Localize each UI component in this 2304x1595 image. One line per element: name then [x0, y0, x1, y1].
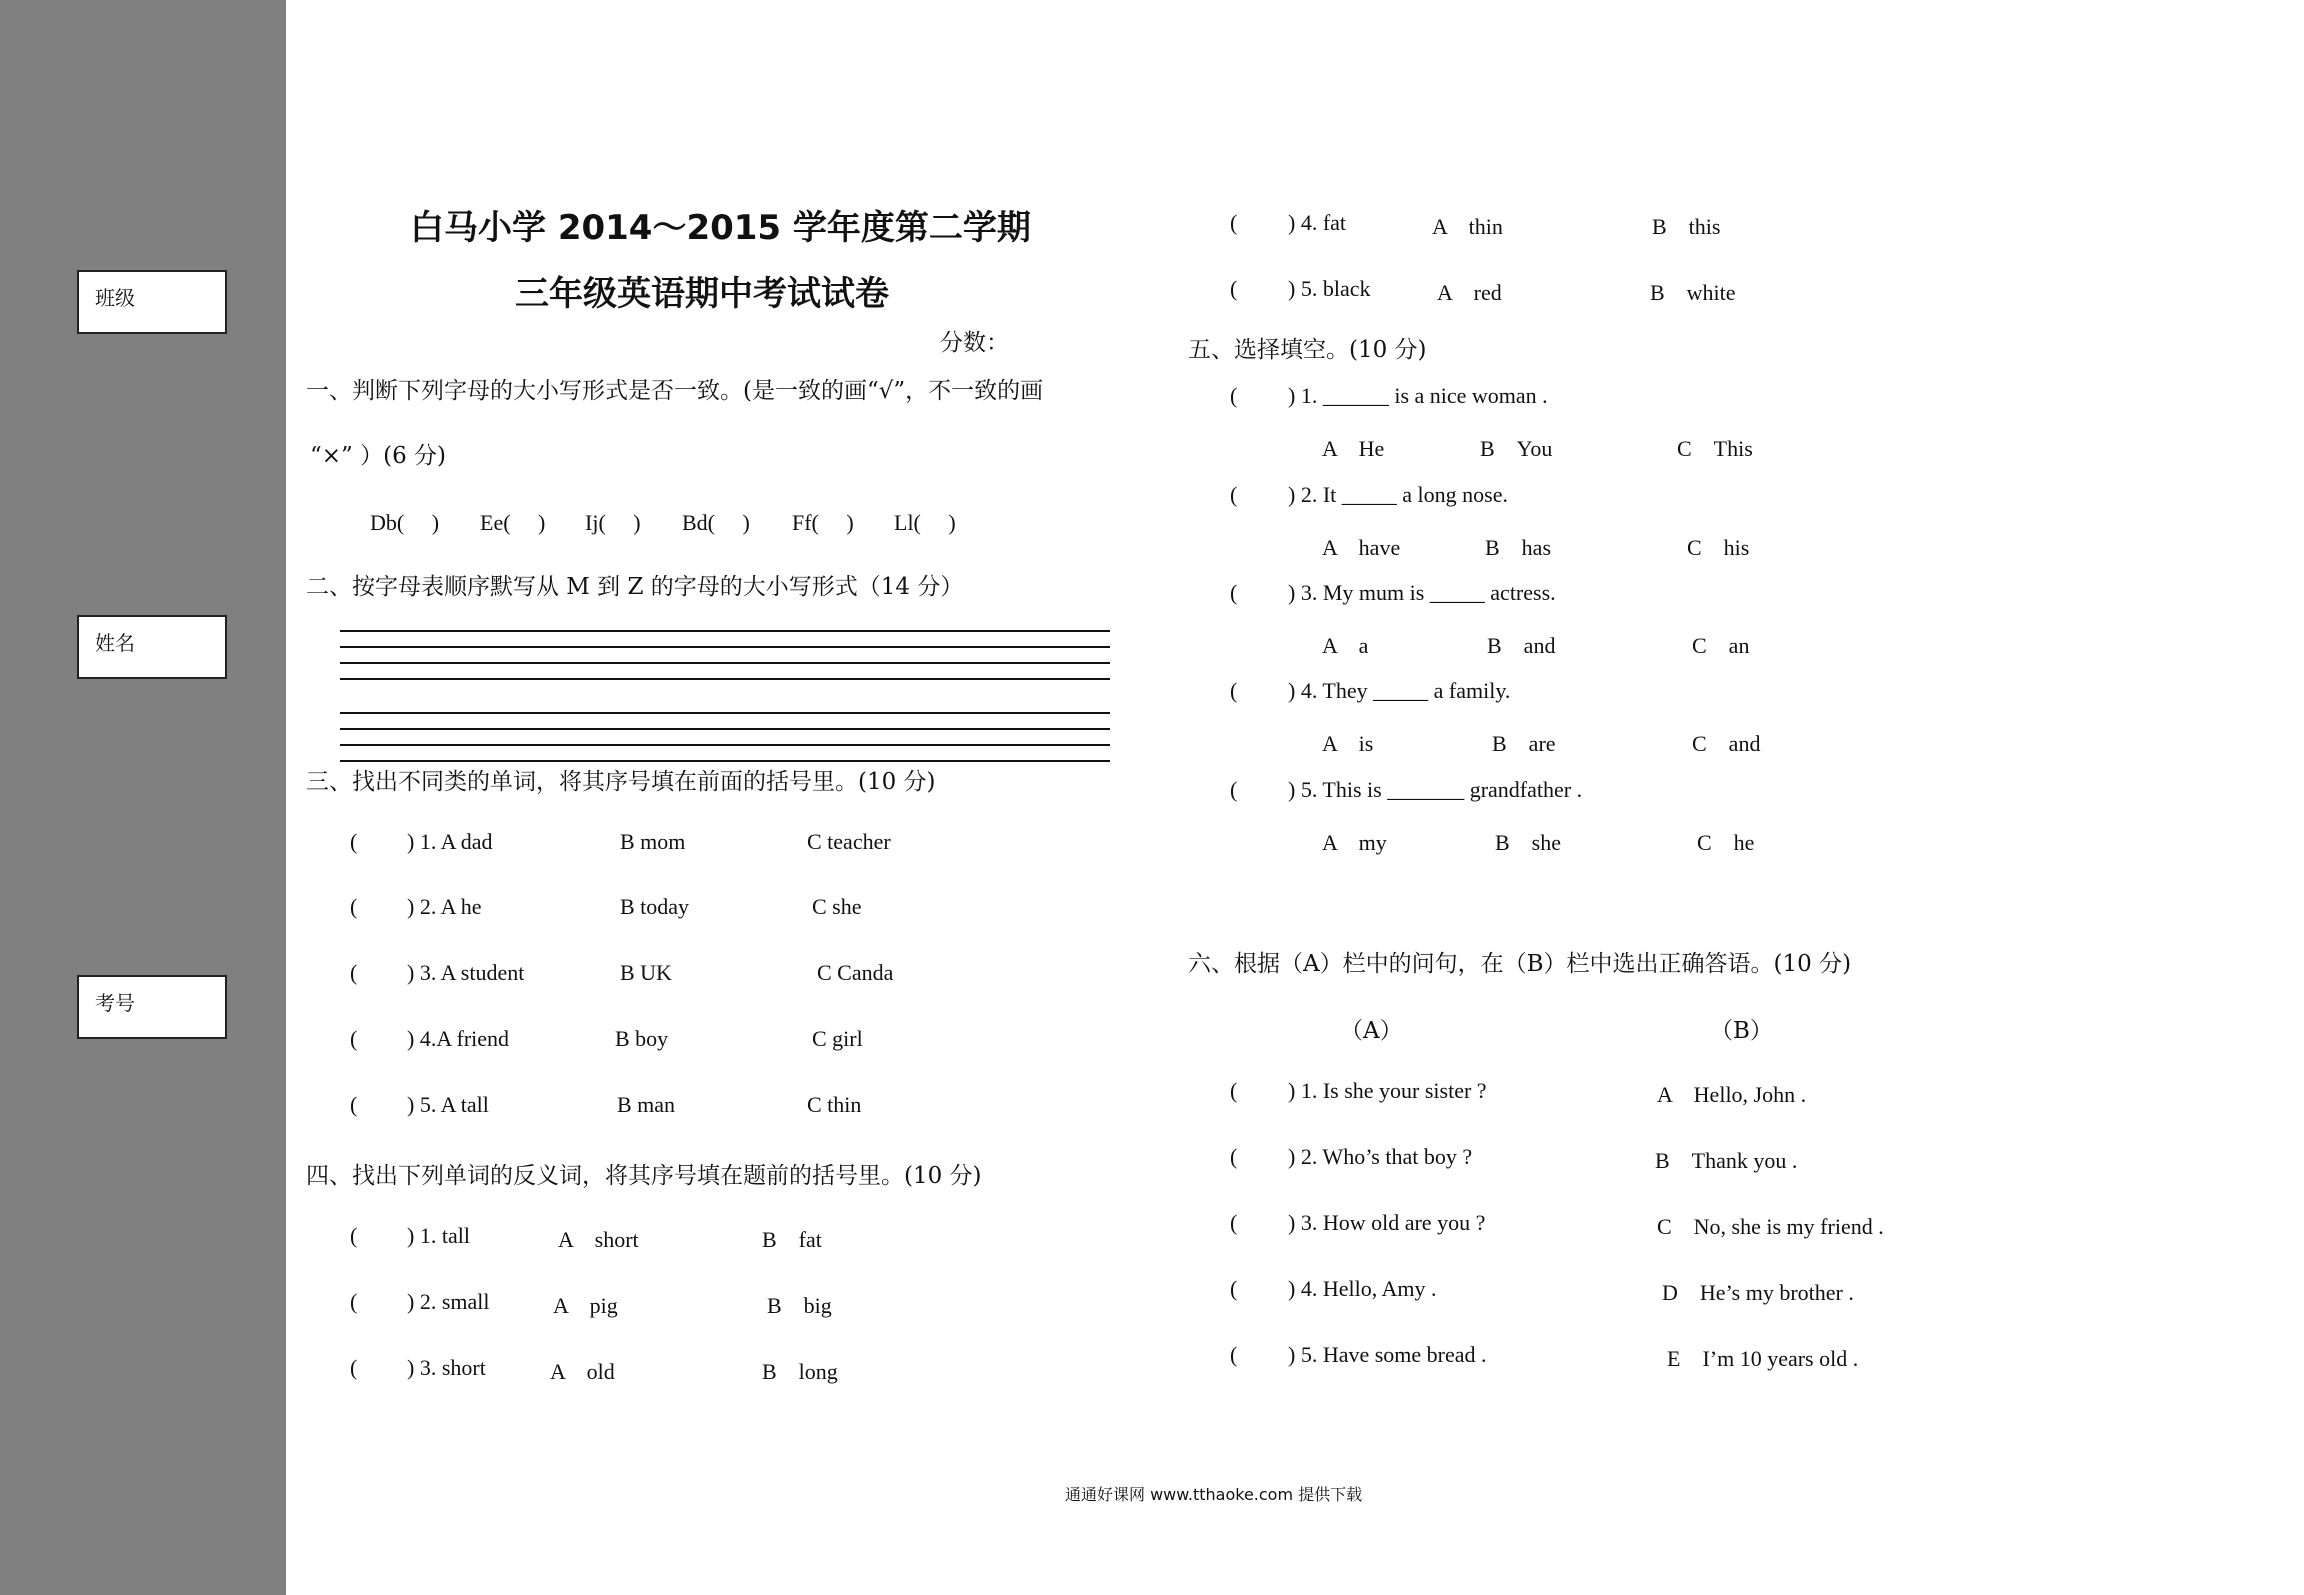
- answer-paren[interactable]: (: [1230, 276, 1238, 301]
- option-a: A a: [1322, 633, 1369, 658]
- question-text: ) 1. tall: [407, 1223, 470, 1248]
- question-text: ) 4. Hello, Amy .: [1288, 1276, 1437, 1301]
- option-c: C and: [1692, 731, 1761, 756]
- letter-item: Bd( ): [682, 510, 750, 535]
- answer-option: E I’m 10 years old .: [1667, 1346, 1859, 1371]
- question-text: ) 4.A friend: [407, 1026, 510, 1051]
- answer-option: B Thank you .: [1655, 1148, 1798, 1173]
- title-line-1: 白马小学 2014～2015 学年度第二学期: [410, 208, 1031, 248]
- name-box[interactable]: [77, 615, 227, 679]
- letter-item: Ll( ): [894, 510, 956, 535]
- class-label: 班级: [95, 286, 135, 310]
- answer-paren[interactable]: (: [1230, 1078, 1238, 1103]
- option-b: B UK: [620, 960, 672, 985]
- exam-number-box[interactable]: [77, 975, 227, 1039]
- answer-paren[interactable]: (: [350, 894, 358, 919]
- writing-line: [340, 712, 1110, 714]
- answer-paren[interactable]: (: [1230, 580, 1238, 605]
- option-c: C he: [1697, 830, 1755, 855]
- option-a: A old: [550, 1359, 615, 1384]
- option-b: B big: [767, 1293, 832, 1318]
- question-text: ) 2. It _____ a long nose.: [1288, 482, 1508, 507]
- question-text: ) 3. A student: [407, 960, 525, 985]
- option-b: B man: [617, 1092, 676, 1117]
- section4-heading: 四、找出下列单词的反义词，将其序号填在题前的括号里。(10 分): [306, 1163, 982, 1189]
- question-text: ) 2. small: [407, 1289, 490, 1314]
- question-text: ) 1. Is she your sister ?: [1288, 1078, 1487, 1103]
- writing-line: [340, 728, 1110, 730]
- option-b: B today: [620, 894, 690, 919]
- class-box[interactable]: [77, 270, 227, 334]
- question-text: ) 1. A dad: [407, 829, 493, 854]
- option-b: B are: [1492, 731, 1556, 756]
- option-c: C This: [1677, 436, 1753, 461]
- answer-paren[interactable]: (: [1230, 1210, 1238, 1235]
- name-label: 姓名: [95, 631, 135, 655]
- question-text: ) 5. A tall: [407, 1092, 489, 1117]
- column-a-label: （A）: [1340, 1018, 1403, 1044]
- answer-paren[interactable]: (: [1230, 678, 1238, 703]
- answer-paren[interactable]: (: [1230, 777, 1238, 802]
- question-text: ) 4. They _____ a family.: [1288, 678, 1511, 703]
- answer-option: A Hello, John .: [1657, 1082, 1807, 1107]
- letter-item: Ff( ): [792, 510, 854, 535]
- answer-paren[interactable]: (: [350, 1223, 358, 1248]
- title-line-2: 三年级英语期中考试试卷: [515, 274, 889, 314]
- option-c: C his: [1687, 535, 1750, 560]
- option-b: B boy: [615, 1026, 669, 1051]
- option-b: B mom: [620, 829, 686, 854]
- option-a: A pig: [553, 1293, 618, 1318]
- answer-paren[interactable]: (: [1230, 210, 1238, 235]
- option-c: C she: [812, 894, 862, 919]
- option-c: C girl: [812, 1026, 863, 1051]
- writing-line: [340, 678, 1110, 680]
- letter-item: Db( ): [370, 510, 440, 535]
- answer-paren[interactable]: (: [350, 1092, 358, 1117]
- option-b: B she: [1495, 830, 1562, 855]
- question-text: ) 2. A he: [407, 894, 482, 919]
- option-b: B white: [1650, 280, 1736, 305]
- option-b: B this: [1652, 214, 1721, 239]
- answer-paren[interactable]: (: [350, 960, 358, 985]
- answer-paren[interactable]: (: [350, 1026, 358, 1051]
- score-label: 分数：: [940, 330, 1009, 356]
- question-text: ) 5. black: [1288, 276, 1371, 301]
- section3-heading: 三、找出不同类的单词，将其序号填在前面的括号里。(10 分): [306, 769, 936, 795]
- option-a: A have: [1322, 535, 1401, 560]
- section2-heading: 二、按字母表顺序默写从 M 到 Z 的字母的大小写形式（14 分）: [306, 574, 964, 600]
- option-b: B long: [762, 1359, 838, 1384]
- answer-paren[interactable]: (: [1230, 482, 1238, 507]
- option-a: A my: [1322, 830, 1387, 855]
- answer-paren[interactable]: (: [350, 1289, 358, 1314]
- option-b: B fat: [762, 1227, 822, 1252]
- question-text: ) 1. ______ is a nice woman .: [1288, 383, 1548, 408]
- option-b: B has: [1485, 535, 1552, 560]
- option-b: B and: [1487, 633, 1556, 658]
- column-b-label: （B）: [1710, 1018, 1773, 1044]
- letter-item: Ij( ): [585, 510, 641, 535]
- question-text: ) 4. fat: [1288, 210, 1347, 235]
- question-text: ) 3. My mum is _____ actress.: [1288, 580, 1556, 605]
- answer-paren[interactable]: (: [1230, 383, 1238, 408]
- question-text: ) 2. Who’s that boy ?: [1288, 1144, 1473, 1169]
- answer-option: C No, she is my friend .: [1657, 1214, 1884, 1239]
- answer-option: D He’s my brother .: [1662, 1280, 1854, 1305]
- writing-line: [340, 646, 1110, 648]
- binding-margin: [0, 0, 286, 1595]
- option-c: C Canda: [817, 960, 894, 985]
- question-text: ) 5. Have some bread .: [1288, 1342, 1487, 1367]
- answer-paren[interactable]: (: [1230, 1342, 1238, 1367]
- answer-paren[interactable]: (: [350, 1355, 358, 1380]
- writing-line: [340, 662, 1110, 664]
- letter-item: Ee( ): [480, 510, 546, 535]
- question-text: ) 5. This is _______ grandfather .: [1288, 777, 1583, 802]
- option-c: C an: [1692, 633, 1750, 658]
- exam-number-label: 考号: [95, 991, 135, 1015]
- section5-heading: 五、选择填空。(10 分): [1188, 337, 1427, 363]
- question-text: ) 3. How old are you ?: [1288, 1210, 1486, 1235]
- section1-heading-cont: “×” ）(6 分): [310, 443, 446, 469]
- answer-paren[interactable]: (: [1230, 1144, 1238, 1169]
- option-b: B You: [1480, 436, 1553, 461]
- answer-paren[interactable]: (: [350, 829, 358, 854]
- writing-line: [340, 760, 1110, 762]
- option-a: A is: [1322, 731, 1374, 756]
- option-a: A thin: [1432, 214, 1503, 239]
- option-a: A He: [1322, 436, 1385, 461]
- question-text: ) 3. short: [407, 1355, 486, 1380]
- option-a: A short: [558, 1227, 639, 1252]
- section6-heading: 六、根据（A）栏中的问句，在（B）栏中选出正确答语。(10 分): [1188, 951, 1852, 977]
- footer-source: 通通好课网 www.tthaoke.com 提供下载: [1065, 1485, 1363, 1504]
- answer-paren[interactable]: (: [1230, 1276, 1238, 1301]
- option-a: A red: [1437, 280, 1502, 305]
- writing-line: [340, 744, 1110, 746]
- writing-line: [340, 630, 1110, 632]
- option-c: C teacher: [807, 829, 891, 854]
- section1-heading: 一、判断下列字母的大小写形式是否一致。(是一致的画“√”，不一致的画: [306, 378, 1044, 404]
- option-c: C thin: [807, 1092, 862, 1117]
